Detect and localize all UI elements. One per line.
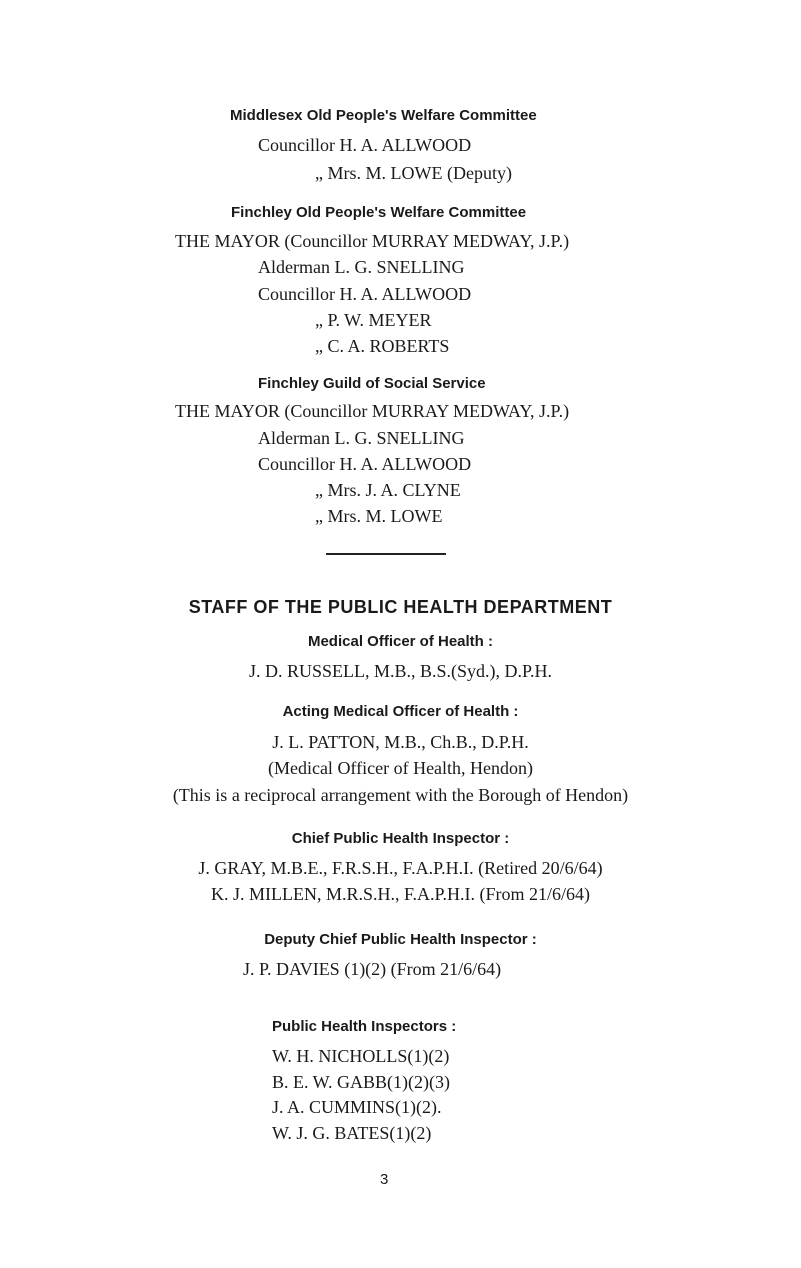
deputy-phi-heading: Deputy Chief Public Health Inspector : bbox=[264, 931, 537, 948]
acting-moh-name: J. L. PATTON, M.B., Ch.B., D.P.H. bbox=[272, 732, 529, 752]
chief-phi-heading: Chief Public Health Inspector : bbox=[291, 830, 510, 847]
chief-phi-name: K. J. MILLEN, M.R.S.H., F.A.P.H.I. (From 21/6/64) bbox=[210, 884, 591, 904]
middlesex-member: „ Mrs. M. LOWE (Deputy) bbox=[315, 163, 512, 183]
phi-heading: Public Health Inspectors : bbox=[272, 1018, 457, 1035]
finchley-welfare-member: Alderman L. G. SNELLING bbox=[258, 257, 465, 277]
moh-name: J. D. RUSSELL, M.B., B.S.(Syd.), D.P.H. bbox=[248, 661, 553, 681]
middlesex-member: Councillor H. A. ALLWOOD bbox=[258, 135, 472, 155]
acting-moh-note: (Medical Officer of Health, Hendon) bbox=[267, 758, 534, 778]
finchley-guild-member: THE MAYOR (Councillor MURRAY MEDWAY, J.P.) bbox=[175, 401, 570, 421]
finchley-welfare-member: „ P. W. MEYER bbox=[315, 310, 432, 330]
middlesex-committee-heading: Middlesex Old People's Welfare Committee bbox=[230, 107, 537, 124]
phi-name: B. E. W. GABB(1)(2)(3) bbox=[272, 1072, 450, 1092]
section-divider bbox=[326, 553, 446, 555]
moh-heading: Medical Officer of Health : bbox=[307, 633, 494, 650]
finchley-guild-member: „ Mrs. J. A. CLYNE bbox=[315, 480, 461, 500]
finchley-guild-member: Councillor H. A. ALLWOOD bbox=[258, 454, 472, 474]
chief-phi-name: J. GRAY, M.B.E., F.R.S.H., F.A.P.H.I. (Retired 20/6/64) bbox=[198, 858, 603, 878]
acting-moh-note: (This is a reciprocal arrangement with the Borough of Hendon) bbox=[172, 785, 629, 805]
finchley-welfare-member: Councillor H. A. ALLWOOD bbox=[258, 284, 472, 304]
finchley-welfare-member: THE MAYOR (Councillor MURRAY MEDWAY, J.P.) bbox=[175, 231, 570, 251]
finchley-guild-member: Alderman L. G. SNELLING bbox=[258, 428, 465, 448]
phi-name: J. A. CUMMINS(1)(2). bbox=[272, 1097, 442, 1117]
acting-moh-heading: Acting Medical Officer of Health : bbox=[282, 703, 519, 720]
staff-heading: STAFF OF THE PUBLIC HEALTH DEPARTMENT bbox=[188, 597, 613, 617]
page-number: 3 bbox=[380, 1171, 389, 1188]
phi-name: W. H. NICHOLLS(1)(2) bbox=[272, 1046, 450, 1066]
finchley-welfare-heading: Finchley Old People's Welfare Committee bbox=[231, 204, 527, 221]
finchley-welfare-member: „ C. A. ROBERTS bbox=[315, 336, 450, 356]
phi-name: W. J. G. BATES(1)(2) bbox=[272, 1123, 432, 1143]
deputy-phi-name: J. P. DAVIES (1)(2) (From 21/6/64) bbox=[243, 959, 502, 979]
finchley-guild-member: „ Mrs. M. LOWE bbox=[315, 506, 443, 526]
finchley-guild-heading: Finchley Guild of Social Service bbox=[258, 375, 486, 392]
